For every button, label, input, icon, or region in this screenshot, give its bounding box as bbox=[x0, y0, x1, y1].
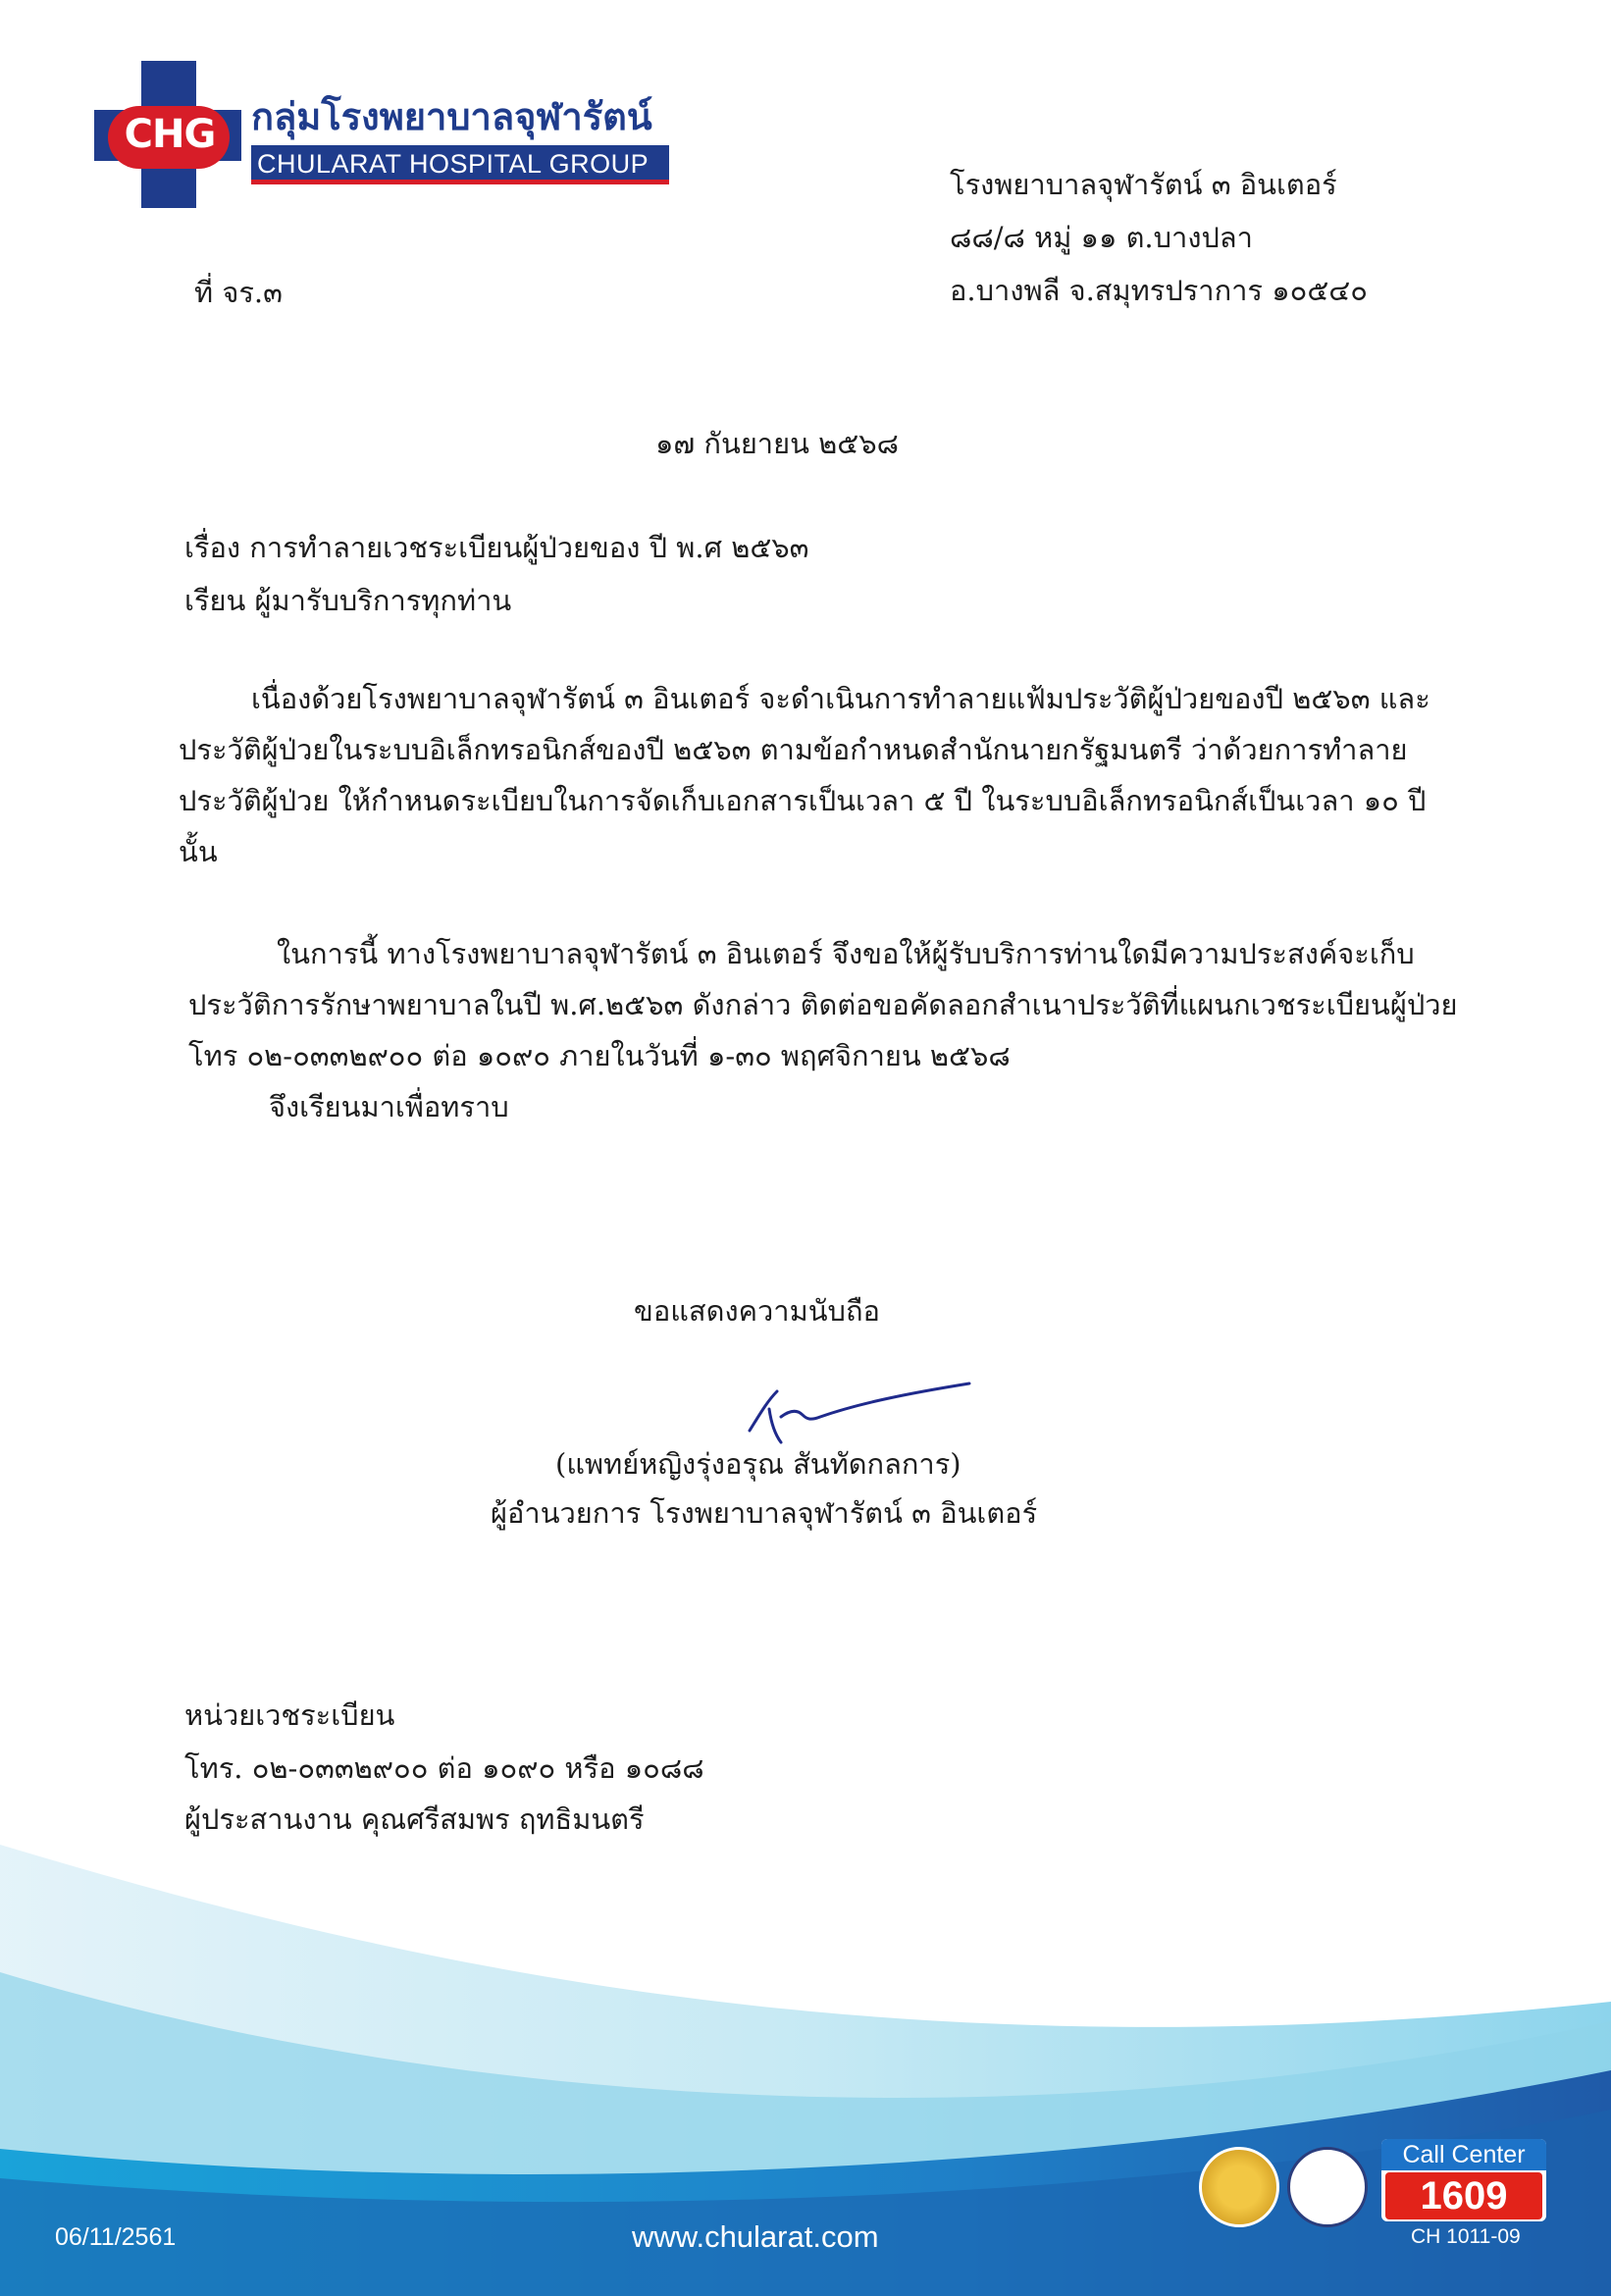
address-line-2: ๘๘/๘ หมู่ ๑๑ ต.บางปลา bbox=[950, 221, 1253, 254]
handwritten-signature bbox=[742, 1374, 977, 1452]
letter-salutation: เรียน ผู้มารับบริการทุกท่าน bbox=[184, 584, 512, 617]
footer-form-code: CH 1011-09 bbox=[1411, 2225, 1521, 2248]
contact-coordinator: ผู้ประสานงาน คุณศรีสมพร ฤทธิมนตรี bbox=[184, 1802, 645, 1836]
paragraph2-line-2: ประวัติการรักษาพยาบาลในปี พ.ศ.๒๕๖๓ ดังกล่าว ติดต่อขอคัดลอกสำเนาประวัติที่แผนกเวชระเบียนผู้ป่วย bbox=[188, 988, 1458, 1021]
paragraph1-line-4: นั้น bbox=[179, 835, 218, 868]
closing-line: จึงเรียนมาเพื่อทราบ bbox=[269, 1090, 509, 1123]
contact-phone: โทร. ๐๒-๐๓๓๒๙๐๐ ต่อ ๑๐๙๐ หรือ ๑๐๘๘ bbox=[184, 1751, 704, 1785]
call-center-label: Call Center bbox=[1381, 2139, 1546, 2170]
logo-abbreviation: CHG bbox=[124, 112, 216, 157]
paragraph1-line-2: ประวัติผู้ป่วยในระบบอิเล็กทรอนิกส์ของปี ๒๕๖๓ ตามข้อกำหนดสำนักนายกรัฐมนตรี ว่าด้วยการทำลาย bbox=[179, 733, 1408, 766]
contact-unit: หน่วยเวชระเบียน bbox=[184, 1698, 395, 1732]
logo-english-name: CHULARAT HOSPITAL GROUP bbox=[257, 149, 650, 179]
paragraph2-line-3: โทร ๐๒-๐๓๓๒๙๐๐ ต่อ ๑๐๙๐ ภายในวันที่ ๑-๓๐ พฤศจิกายน ๒๕๖๘ bbox=[188, 1039, 1011, 1072]
gold-award-badge-icon bbox=[1199, 2147, 1279, 2227]
letter-subject: เรื่อง การทำลายเวชระเบียนผู้ป่วยของ ปี พ.ศ ๒๕๖๓ bbox=[184, 531, 809, 564]
regards-text: ขอแสดงความนับถือ bbox=[634, 1294, 880, 1328]
accreditation-seal-icon bbox=[1287, 2147, 1368, 2227]
call-center-number: 1609 bbox=[1385, 2172, 1542, 2219]
paragraph1-line-1: เนื่องด้วยโรงพยาบาลจุฬารัตน์ ๓ อินเตอร์ จะดำเนินการทำลายแฟ้มประวัติผู้ป่วยของปี ๒๕๖๓ และ bbox=[251, 682, 1430, 715]
footer-print-date: 06/11/2561 bbox=[55, 2223, 177, 2251]
address-line-3: อ.บางพลี จ.สมุทรปราการ ๑๐๕๔๐ bbox=[950, 274, 1368, 307]
hospital-logo bbox=[94, 61, 683, 218]
letter-date: ๑๗ กันยายน ๒๕๖๘ bbox=[655, 427, 899, 460]
paragraph1-line-3: ประวัติผู้ป่วย ให้กำหนดระเบียบในการจัดเก็บเอกสารเป็นเวลา ๕ ปี ในระบบอิเล็กทรอนิกส์เป็นเวลา ๑๐ ปี bbox=[179, 784, 1427, 817]
address-line-1: โรงพยาบาลจุฬารัตน์ ๓ อินเตอร์ bbox=[950, 168, 1337, 201]
reference-number: ที่ จร.๓ bbox=[194, 276, 283, 309]
logo-thai-name: กลุ่มโรงพยาบาลจุฬารัตน์ bbox=[251, 95, 652, 138]
footer-website-link[interactable]: www.chularat.com bbox=[632, 2219, 879, 2254]
signer-position: ผู้อำนวยการ โรงพยาบาลจุฬารัตน์ ๓ อินเตอร์ bbox=[491, 1496, 1038, 1530]
call-center-badge bbox=[1381, 2139, 1546, 2221]
paragraph2-line-1: ในการนี้ ทางโรงพยาบาลจุฬารัตน์ ๓ อินเตอร์ จึงขอให้ผู้รับบริการท่านใดมีความประสงค์จะเก็บ bbox=[277, 937, 1415, 970]
signer-name: (แพทย์หญิงรุ่งอรุณ สันทัดกลการ) bbox=[555, 1447, 961, 1481]
